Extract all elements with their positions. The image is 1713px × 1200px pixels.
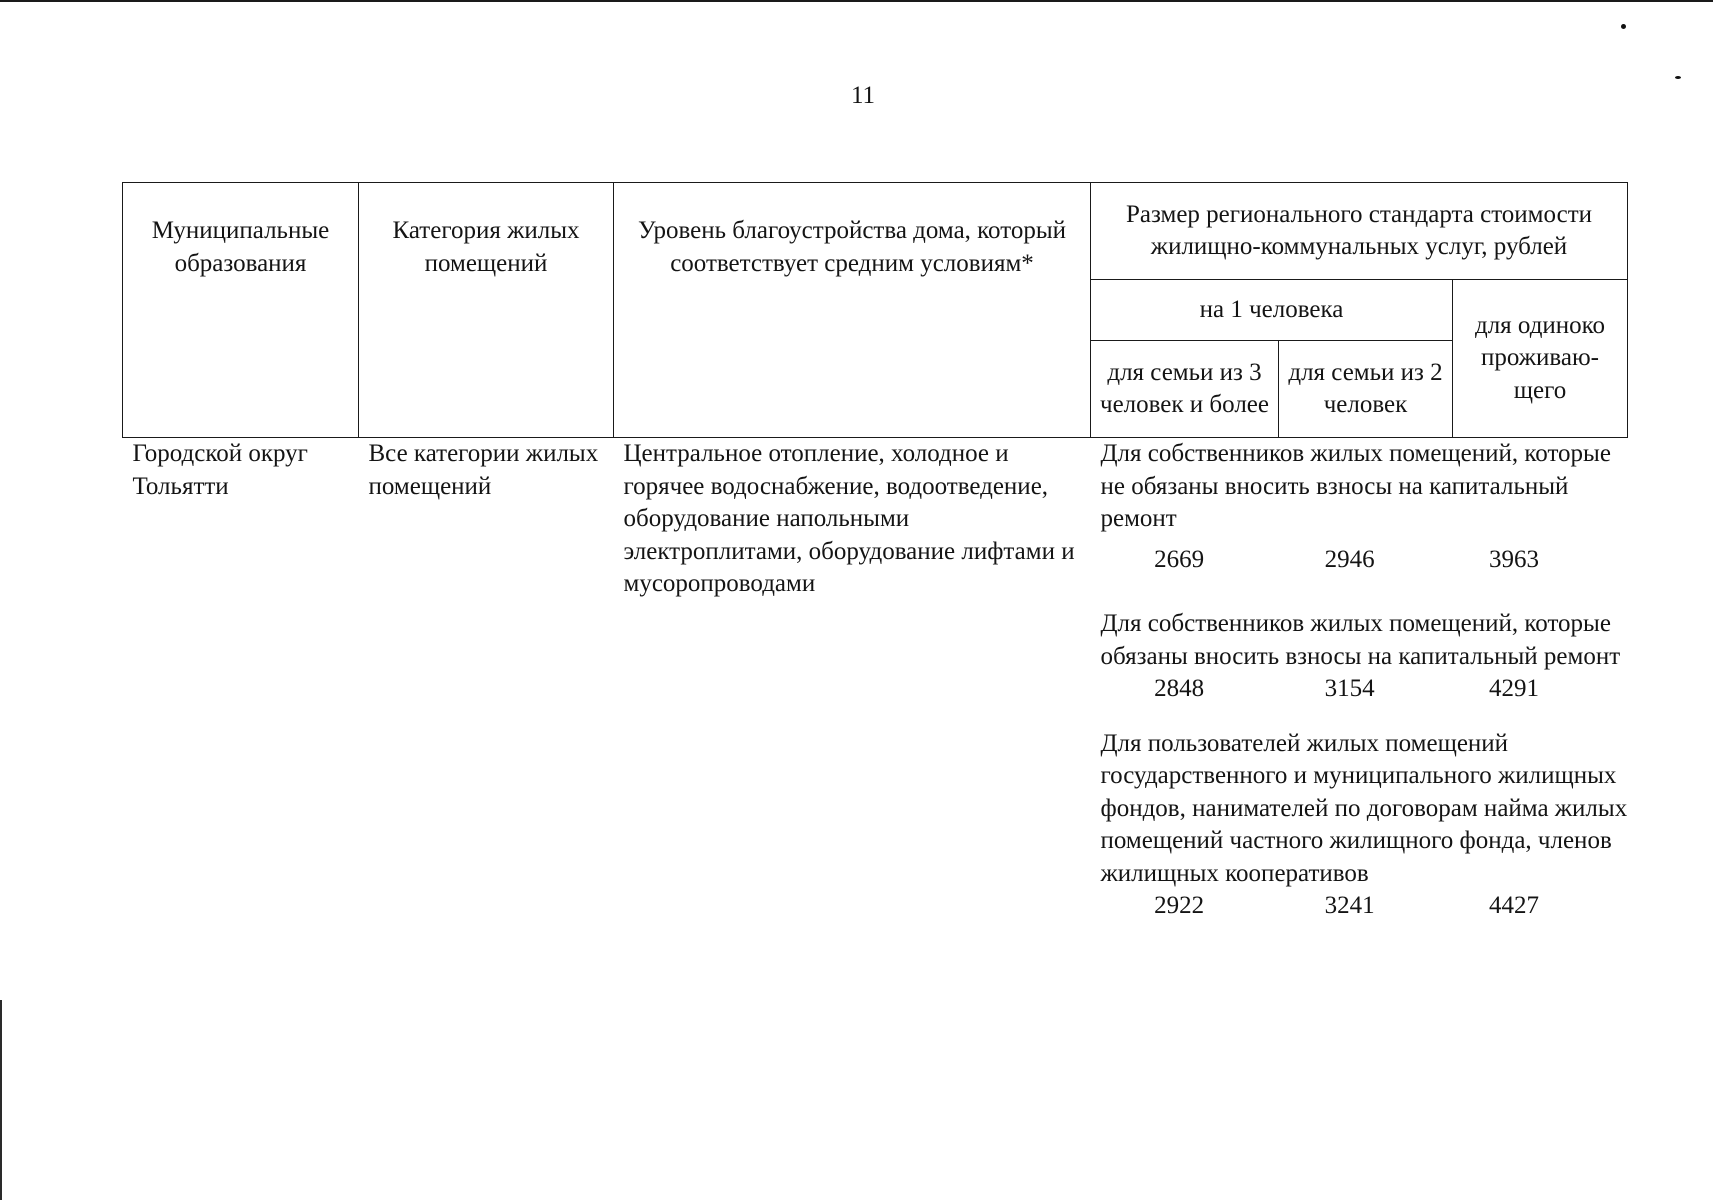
cell-category: Все категории жилых помещений xyxy=(368,440,599,500)
amount-family-2: 3241 xyxy=(1324,892,1375,919)
tenant-group xyxy=(1101,728,1628,923)
page-number: 11 xyxy=(850,82,876,109)
housing-cost-standard-table xyxy=(122,182,1628,923)
scan-speck xyxy=(1675,76,1681,79)
table-row xyxy=(123,438,1628,923)
amount-row xyxy=(1091,673,1597,706)
header-improvement-level: Уровень благоустройства дома, который соответствует средним условиям* xyxy=(614,183,1091,438)
header-municipality: Муниципальные образования xyxy=(123,183,359,438)
group-label: Для собственников жилых помещений, которые не обязаны вносить взносы на капитальный ремонт xyxy=(1100,440,1611,532)
amount-single: 3963 xyxy=(1489,545,1540,573)
amount-family-3: 2669 xyxy=(1154,545,1205,573)
cell-municipality: Городской округ Тольятти xyxy=(132,440,308,500)
header-per-person: на 1 человека xyxy=(1091,280,1453,341)
amount-family-2: 2946 xyxy=(1324,545,1375,573)
amount-family-2: 3154 xyxy=(1324,675,1375,702)
header-category: Категория жилых помещений xyxy=(359,183,614,438)
header-family-3: для семьи из 3 человек и более xyxy=(1091,341,1279,438)
amount-single: 4427 xyxy=(1489,892,1540,919)
scan-speck xyxy=(1621,24,1626,29)
amount-row xyxy=(1091,890,1597,923)
cell-improvement-level: Центральное отопление, холодное и горячее водоснабжение, водоотведение, оборудование напольными электроплитами, оборудование лифтами и мусоропроводами xyxy=(623,440,1075,597)
header-standard-size: Размер регионального стандарта стоимости жилищно-коммунальных услуг, рублей xyxy=(1091,183,1628,280)
scan-border-left xyxy=(0,1000,2,1200)
owner-group-with-repair-fee xyxy=(1101,608,1628,706)
owner-group-no-repair-fee xyxy=(1101,438,1628,576)
amount-single: 4291 xyxy=(1489,675,1540,702)
group-label: Для пользователей жилых помещений государственного и муниципального жилищных фондов, нанимателей по договорам найма жилых помещений частного жилищного фонда, членов жилищных кооперативов xyxy=(1100,729,1628,887)
header-family-2: для семьи из 2 человек xyxy=(1279,341,1453,438)
header-single-resident: для одиноко проживаю-щего xyxy=(1453,280,1628,438)
amount-family-3: 2922 xyxy=(1154,892,1205,919)
amount-row xyxy=(1091,544,1597,577)
cell-amounts xyxy=(1091,438,1628,923)
amount-family-3: 2848 xyxy=(1154,675,1205,702)
scan-border-top xyxy=(0,0,1713,2)
group-label: Для собственников жилых помещений, которые обязаны вносить взносы на капитальный ремонт xyxy=(1100,610,1621,670)
